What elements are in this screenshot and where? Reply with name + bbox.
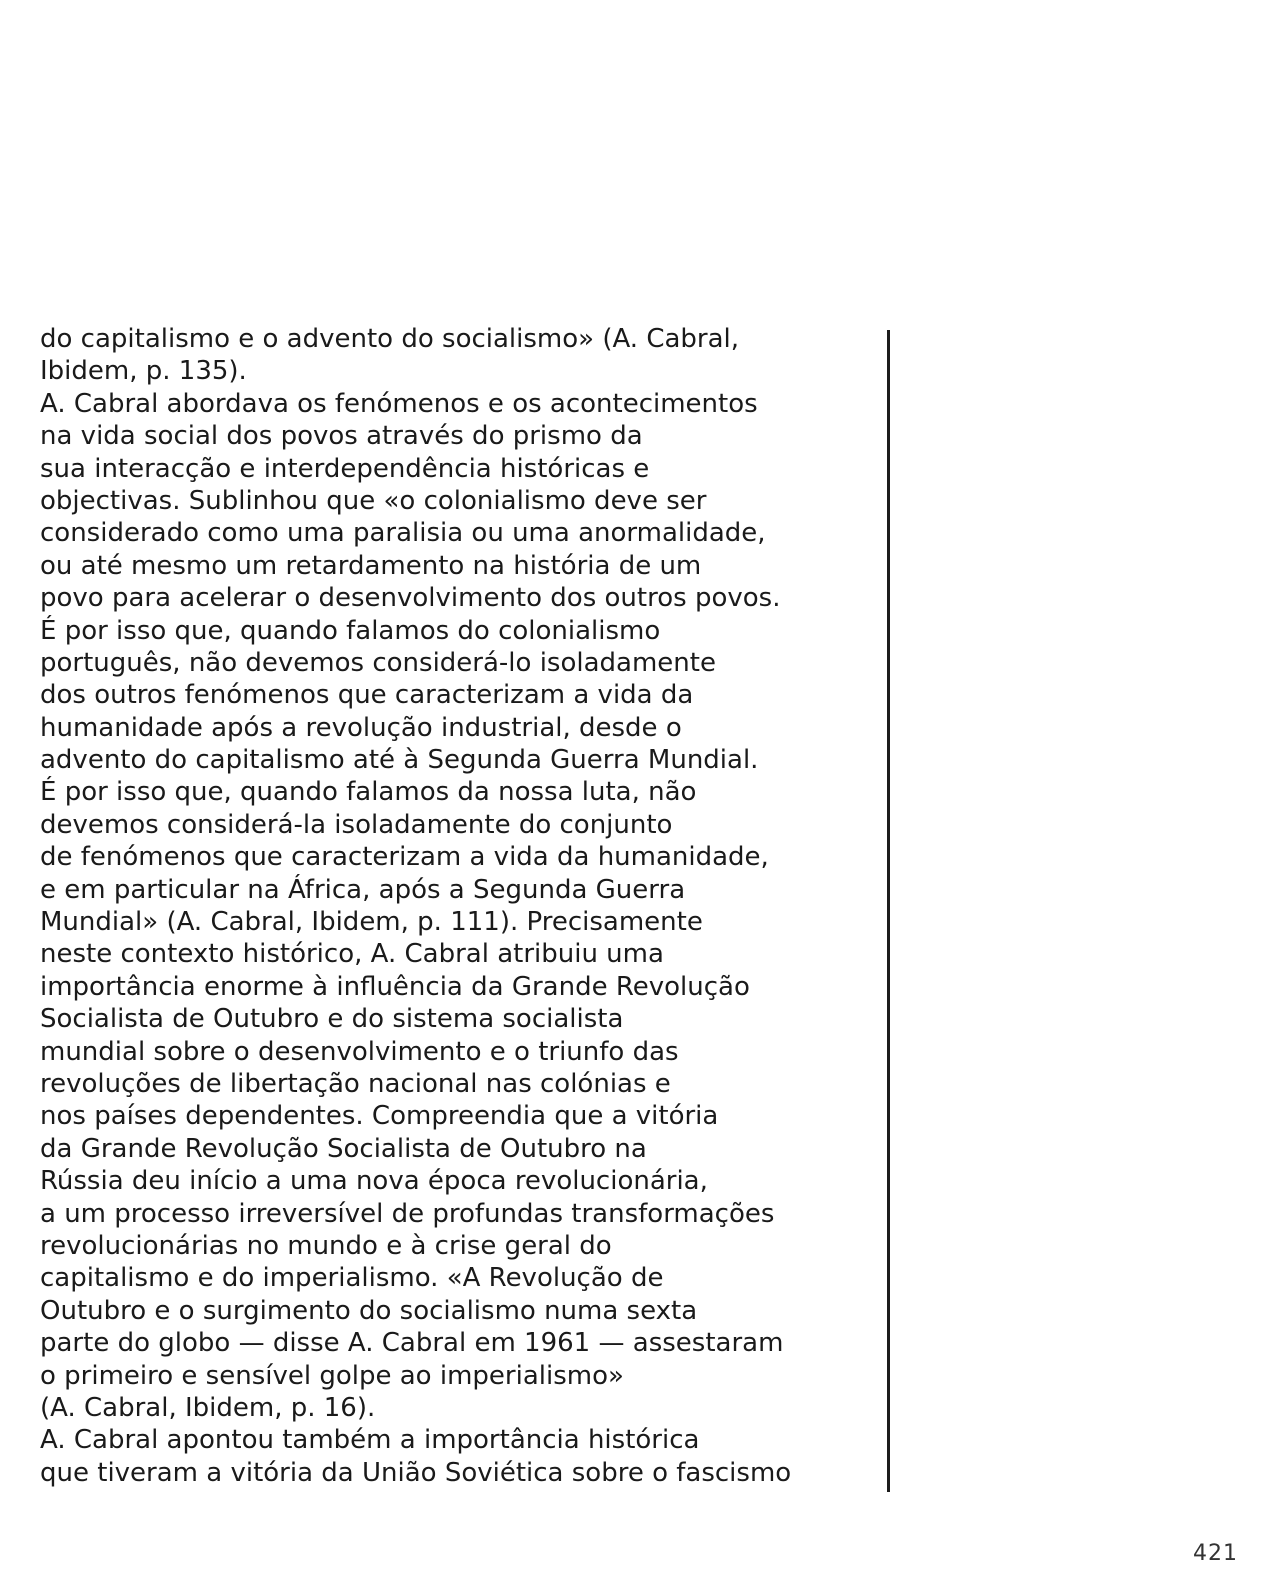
page-number: 421 [1193, 1541, 1238, 1566]
text-line: revoluções de libertação nacional nas colónias e [40, 1068, 671, 1099]
text-line: mundial sobre o desenvolvimento e o triunfo das [40, 1036, 679, 1067]
text-line: na vida social dos povos através do prismo da [40, 421, 643, 452]
text-line: (A. Cabral, Ibidem, p. 16). [40, 1392, 376, 1423]
text-line: importância enorme à influência da Grande Revolução [40, 971, 750, 1002]
text-line: É por isso que, quando falamos da nossa luta, não [40, 777, 697, 808]
text-line: que tiveram a vitória da União Soviética sobre o fascismo [40, 1457, 792, 1488]
margin-rule [887, 330, 890, 1492]
text-line: parte do globo — disse A. Cabral em 1961 — assestaram [40, 1328, 784, 1359]
text-line: nos países dependentes. Compreendia que a vitória [40, 1101, 719, 1132]
text-line: do capitalismo e o advento do socialismo» (A. Cabral, [40, 324, 740, 354]
text-line: o primeiro e sensível golpe ao imperialismo» [40, 1360, 624, 1391]
text-line: Rússia deu início a uma nova época revolucionária, [40, 1166, 708, 1197]
text-line: de fenómenos que caracterizam a vida da humanidade, [40, 842, 769, 873]
text-line: Outubro e o surgimento do socialismo numa sexta [40, 1295, 698, 1326]
text-line: Ibidem, p. 135). [40, 356, 247, 387]
text-line: português, não devemos considerá-lo isoladamente [40, 647, 716, 678]
text-line: considerado como uma paralisia ou uma anormalidade, [40, 518, 766, 549]
text-line: e em particular na África, após a Segunda Guerra [40, 874, 686, 905]
text-line: da Grande Revolução Socialista de Outubro na [40, 1133, 647, 1164]
text-line: ou até mesmo um retardamento na história de um [40, 550, 702, 581]
text-line: a um processo irreversível de profundas transformações [40, 1198, 775, 1229]
text-line: advento do capitalismo até à Segunda Guerra Mundial. [40, 745, 759, 776]
text-line: dos outros fenómenos que caracterizam a vida da [40, 680, 694, 711]
text-line: A. Cabral apontou também a importância histórica [40, 1425, 700, 1456]
text-line: devemos considerá-la isoladamente do conjunto [40, 809, 673, 840]
text-line: Mundial» (A. Cabral, Ibidem, p. 111). Precisamente [40, 907, 703, 938]
text-line: É por isso que, quando falamos do colonialismo [40, 615, 661, 646]
text-line: capitalismo e do imperialismo. «A Revolução de [40, 1263, 664, 1294]
text-line: neste contexto histórico, A. Cabral atribuiu uma [40, 939, 664, 970]
text-line: A. Cabral abordava os fenómenos e os acontecimentos [40, 388, 758, 419]
text-line: humanidade após a revolução industrial, desde o [40, 712, 682, 743]
text-line: revolucionárias no mundo e à crise geral do [40, 1230, 612, 1261]
text-column [40, 323, 882, 1489]
text-line: Socialista de Outubro e do sistema socialista [40, 1004, 624, 1035]
text-line: sua interacção e interdependência históricas e [40, 453, 650, 484]
text-line: objectivas. Sublinhou que «o colonialismo deve ser [40, 485, 707, 516]
text-line: povo para acelerar o desenvolvimento dos outros povos. [40, 583, 781, 614]
